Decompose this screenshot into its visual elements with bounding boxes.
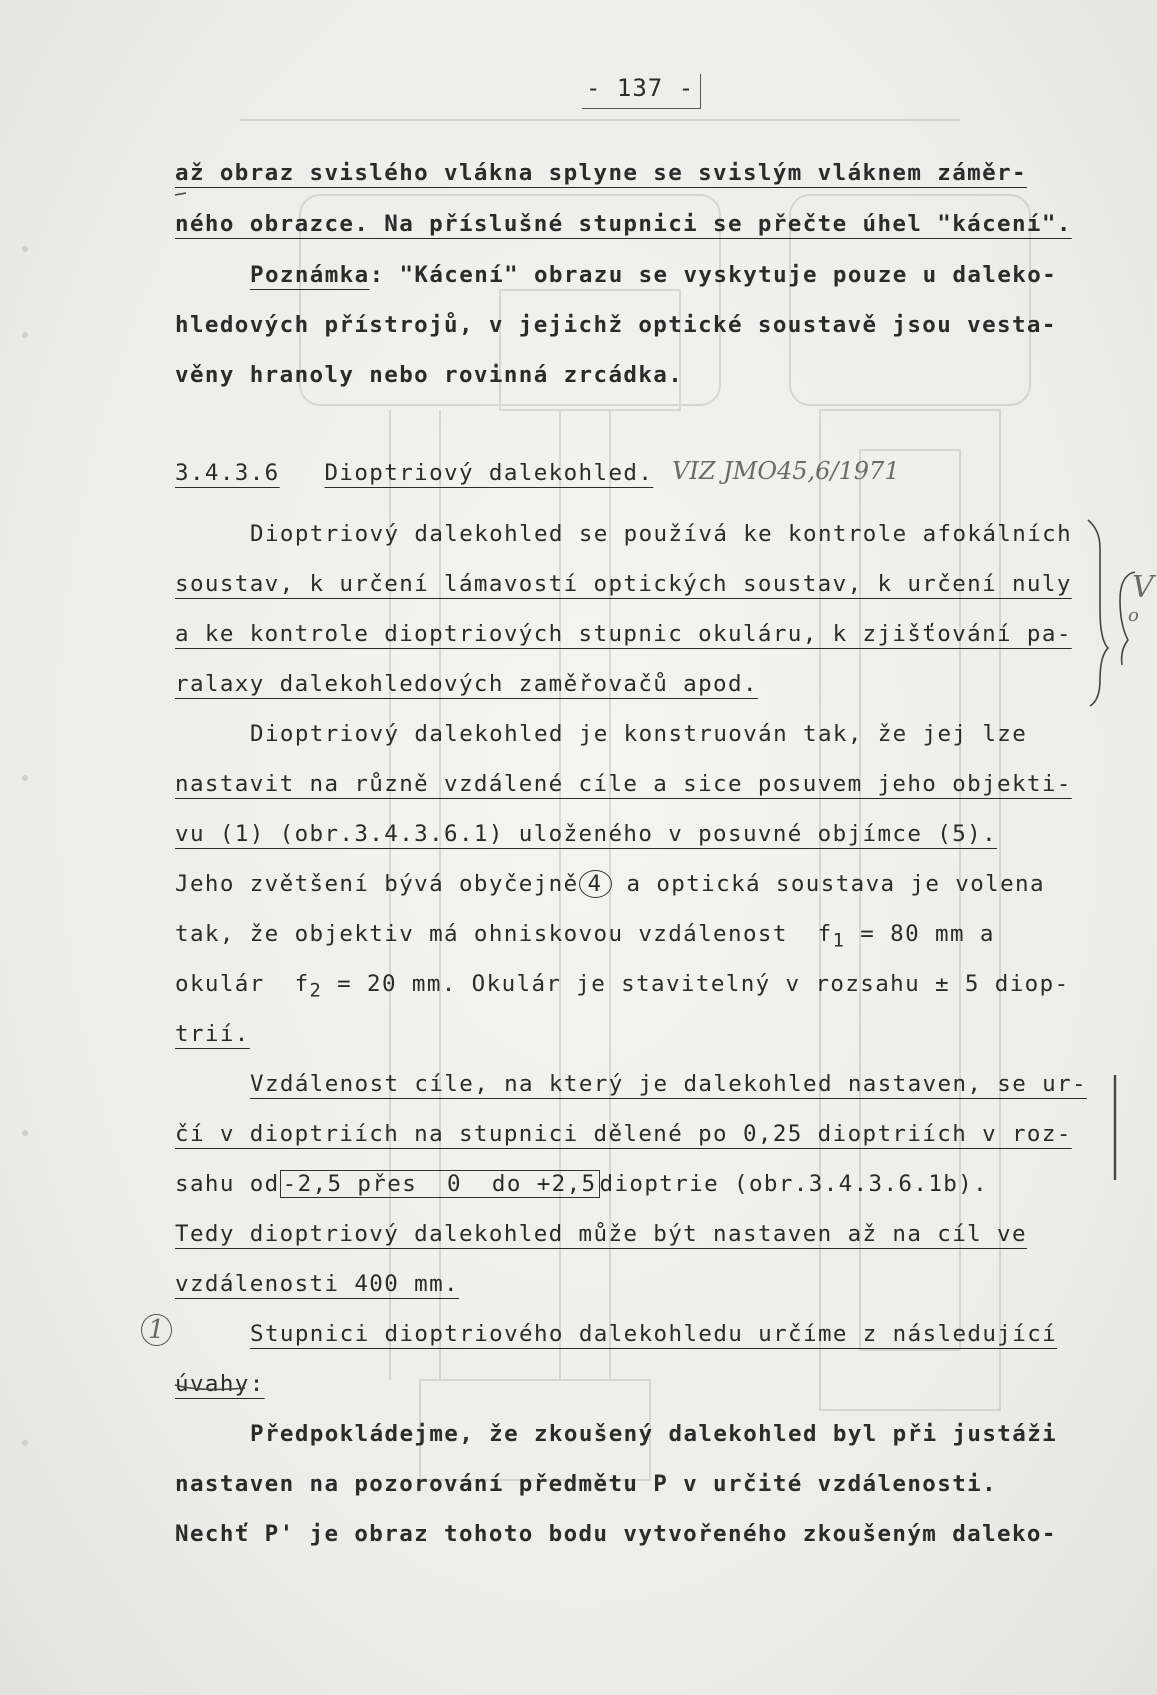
page-number: - 137 -	[582, 74, 701, 109]
text-line: Nechť P' je obraz tohoto bodu vytvořeného zkoušeným daleko-	[175, 1521, 1057, 1547]
text-line: trií.	[175, 1021, 250, 1047]
punch-hole	[22, 1440, 28, 1446]
text-line: Dioptriový dalekohled je konstruován tak, že jej lze	[250, 721, 1028, 747]
margin-letter: V	[1132, 570, 1154, 605]
text-line: vu (1) (obr.3.4.3.6.1) uloženého v posuvné objímce (5).	[175, 821, 998, 847]
text-line: Stupnici dioptriového dalekohledu určíme z následující	[250, 1321, 1058, 1347]
text-line: vzdálenosti 400 mm.	[175, 1271, 459, 1297]
text-line: okulár $f_2 = 20$ mm. Okulár je stavitelný v rozsahu ± 5 diop-	[175, 971, 1070, 1002]
text-line: soustav, k určení lámavostí optických soustav, k určení nuly	[175, 571, 1072, 597]
note-line: Poznámka: "Kácení" obrazu se vyskytuje pouze u daleko-	[250, 262, 1058, 288]
text-line: ného obrazce. Na příslušné stupnici se přečte úhel "kácení".	[175, 211, 1072, 237]
text-line: nastavit na různě vzdálené cíle a sice posuvem jeho objekti-	[175, 771, 1072, 797]
punch-hole	[22, 1130, 28, 1136]
punch-hole	[22, 246, 28, 252]
text-line: věny hranoly nebo rovinná zrcádka.	[175, 362, 684, 388]
text-line: nastaven na pozorování předmětu P v určité vzdálenosti.	[175, 1471, 998, 1497]
section-heading: 3.4.3.6 Dioptriový dalekohled.	[175, 460, 654, 486]
text-line: úvahy:	[175, 1371, 265, 1397]
text-line: Vzdálenost cíle, na který je dalekohled nastaven, se ur-	[250, 1071, 1087, 1097]
margin-mark: o	[1128, 605, 1139, 626]
boxed-range: -2,5 přes 0 do +2,5	[280, 1170, 600, 1198]
punch-hole	[22, 775, 28, 781]
text-line: tak, že objektiv má ohniskovou vzdálenost $f_1 = 80$ mm a	[175, 921, 995, 952]
text-line: hledových přístrojů, v jejichž optické soustavě jsou vesta-	[175, 312, 1057, 338]
text-line: čí v dioptriích na stupnici dělené po 0,25 dioptriích v roz-	[175, 1121, 1072, 1147]
text-line: Dioptriový dalekohled se používá ke kontrole afokálních	[250, 521, 1073, 547]
text-line: Jeho zvětšení bývá obyčejně 4 a optická soustava je volena	[175, 871, 1045, 897]
circled-magnification: 4	[579, 870, 612, 898]
handwritten-circled-number: 1	[141, 1314, 172, 1346]
punch-hole	[22, 332, 28, 338]
text-line: Předpokládejme, že zkoušený dalekohled byl při justáži	[250, 1421, 1058, 1447]
text-line: a ke kontrole dioptriových stupnic okuláru, k zjišťování pa-	[175, 621, 1072, 647]
handwritten-reference: VIZ JMO45,6/1971	[672, 457, 900, 485]
text-line: ralaxy dalekohledových zaměřovačů apod.	[175, 671, 758, 697]
text-line: Tedy dioptriový dalekohled může být nastaven až na cíl ve	[175, 1221, 1027, 1247]
text-line: až obraz svislého vlákna splyne se svislým vláknem záměr-	[175, 160, 1027, 186]
text-line: sahu od -2,5 přes 0 do +2,5 dioptrie (obr.3.4.3.6.1b).	[175, 1171, 989, 1197]
